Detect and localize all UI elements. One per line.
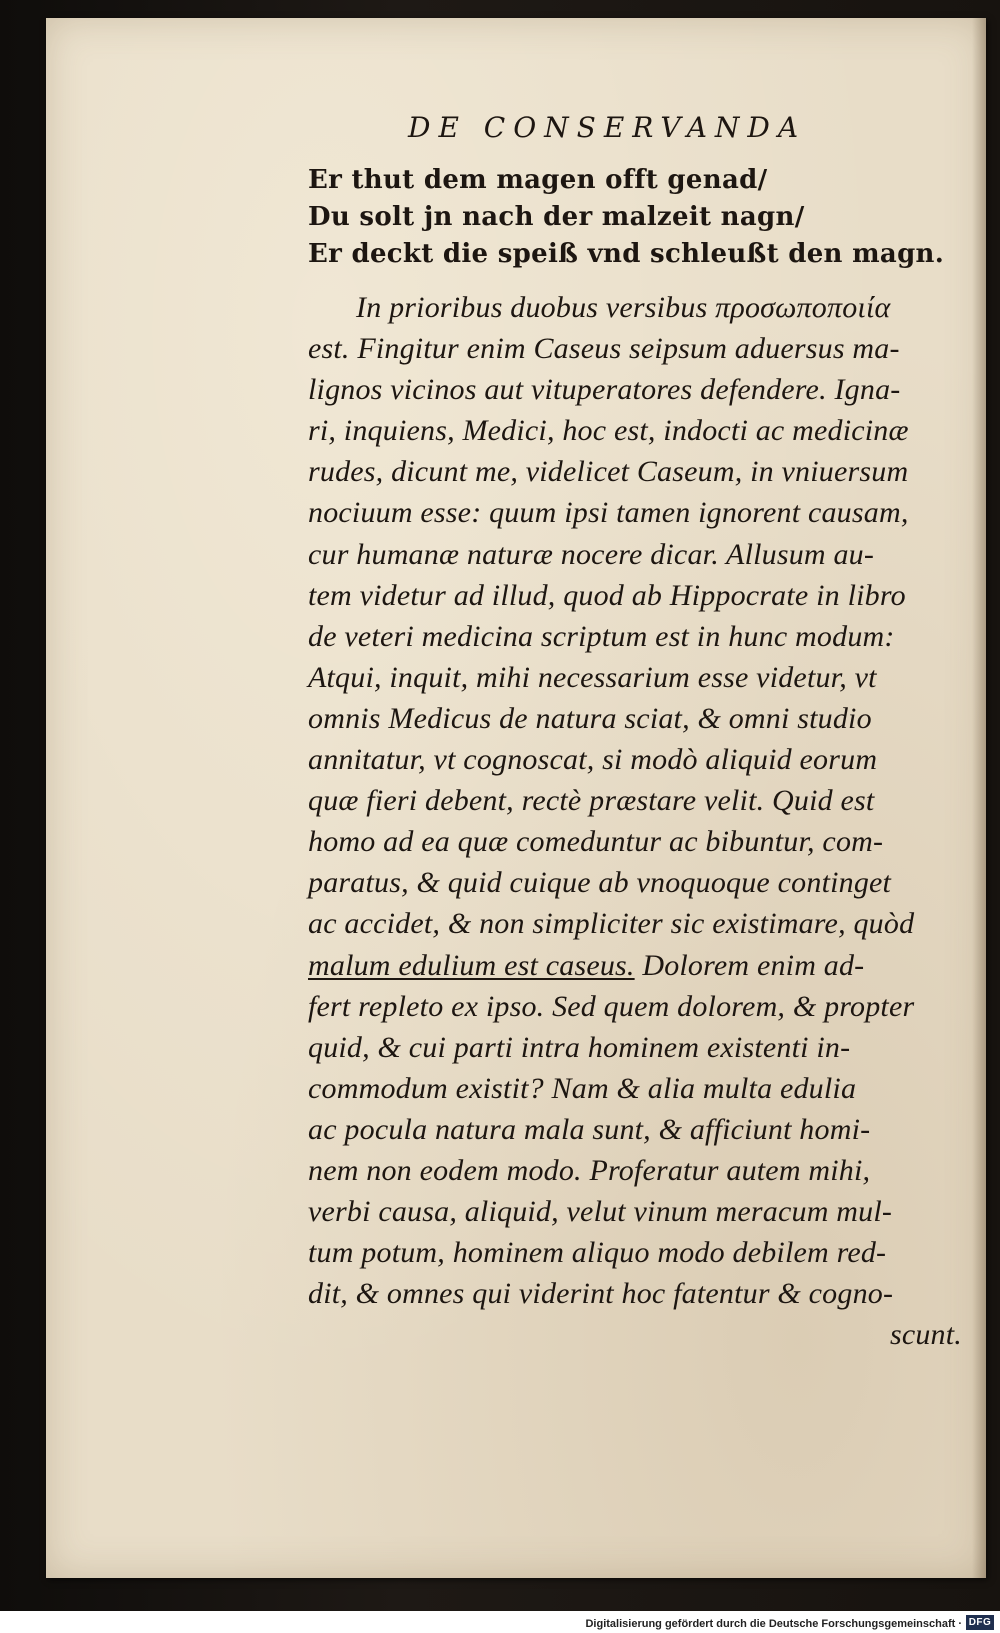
verse-line: Er deckt die speiß vnd schleußt den magn. xyxy=(308,239,945,269)
prose-line: In prioribus duobus versibus προσωποποιία xyxy=(356,291,891,324)
prose-line: rudes, dicunt me, videlicet Caseum, in vniuersum xyxy=(308,455,909,489)
prose-line-underlined xyxy=(308,945,968,986)
prose-line: fert repleto ex ipso. Sed quem dolorem, & propter xyxy=(308,989,915,1023)
prose-line: ac pocula natura mala sunt, & afficiunt homi- xyxy=(308,1112,871,1146)
prose-paragraph xyxy=(308,287,968,1355)
dfg-logo-icon: DFG xyxy=(966,1615,994,1630)
running-head: DE CONSERVANDA xyxy=(408,111,807,144)
prose-line: quid, & cui parti intra hominem existenti in- xyxy=(308,1030,851,1064)
underlined-phrase: malum edulium est caseus. xyxy=(308,948,635,982)
prose-line: commodum existit? Nam & alia multa edulia xyxy=(308,1071,857,1105)
prose-line: verbi causa, aliquid, velut vinum meracum mul- xyxy=(308,1195,893,1229)
book-page xyxy=(46,18,986,1578)
prose-line: cur humanæ naturæ nocere dicar. Allusum au- xyxy=(308,537,875,571)
verse-block xyxy=(308,162,968,273)
page-edge-shadow xyxy=(972,18,986,1578)
verse-line: Er thut dem magen offt genad/ xyxy=(308,165,768,195)
footer-bar xyxy=(0,1611,1000,1633)
prose-line: annitatur, vt cognoscat, si modò aliquid eorum xyxy=(308,743,878,777)
catchword: scunt. xyxy=(889,1318,962,1352)
verse-line: Du solt jn nach der malzeit nagn/ xyxy=(308,202,805,232)
prose-line: tem videtur ad illud, quod ab Hippocrate in libro xyxy=(308,578,906,612)
prose-line: paratus, & quid cuique ab vnoquoque continget xyxy=(308,866,892,900)
prose-line-tail: Dolorem enim ad- xyxy=(634,948,865,982)
prose-line: lignos vicinos aut vituperatores defendere. Igna- xyxy=(308,373,901,407)
prose-line: est. Fingitur enim Caseus seipsum aduersus ma- xyxy=(308,332,900,366)
prose-line: tum potum, hominem aliquo modo debilem red- xyxy=(308,1236,887,1270)
prose-line: omnis Medicus de natura sciat, & omni studio xyxy=(308,701,872,735)
prose-line: dit, & omnes qui viderint hoc fatentur & cogno- xyxy=(308,1277,894,1311)
prose-line: ri, inquiens, Medici, hoc est, indocti ac medicinæ xyxy=(308,414,909,448)
prose-line: Atqui, inquit, mihi necessarium esse videtur, vt xyxy=(308,660,877,694)
funding-credit: Digitalisierung gefördert durch die Deutsche Forschungsgemeinschaft · xyxy=(585,1618,962,1630)
prose-line: homo ad ea quæ comeduntur ac bibuntur, com- xyxy=(308,825,884,859)
prose-line: nem non eodem modo. Proferatur autem mihi, xyxy=(308,1153,871,1187)
prose-line: nociuum esse: quum ipsi tamen ignorent causam, xyxy=(308,496,909,530)
prose-line: ac accidet, & non simpliciter sic existimare, quòd xyxy=(308,907,915,941)
prose-line: de veteri medicina scriptum est in hunc modum: xyxy=(308,619,895,653)
page-text-block xyxy=(308,106,968,1355)
prose-line: quæ fieri debent, rectè præstare velit. Quid est xyxy=(308,784,875,818)
